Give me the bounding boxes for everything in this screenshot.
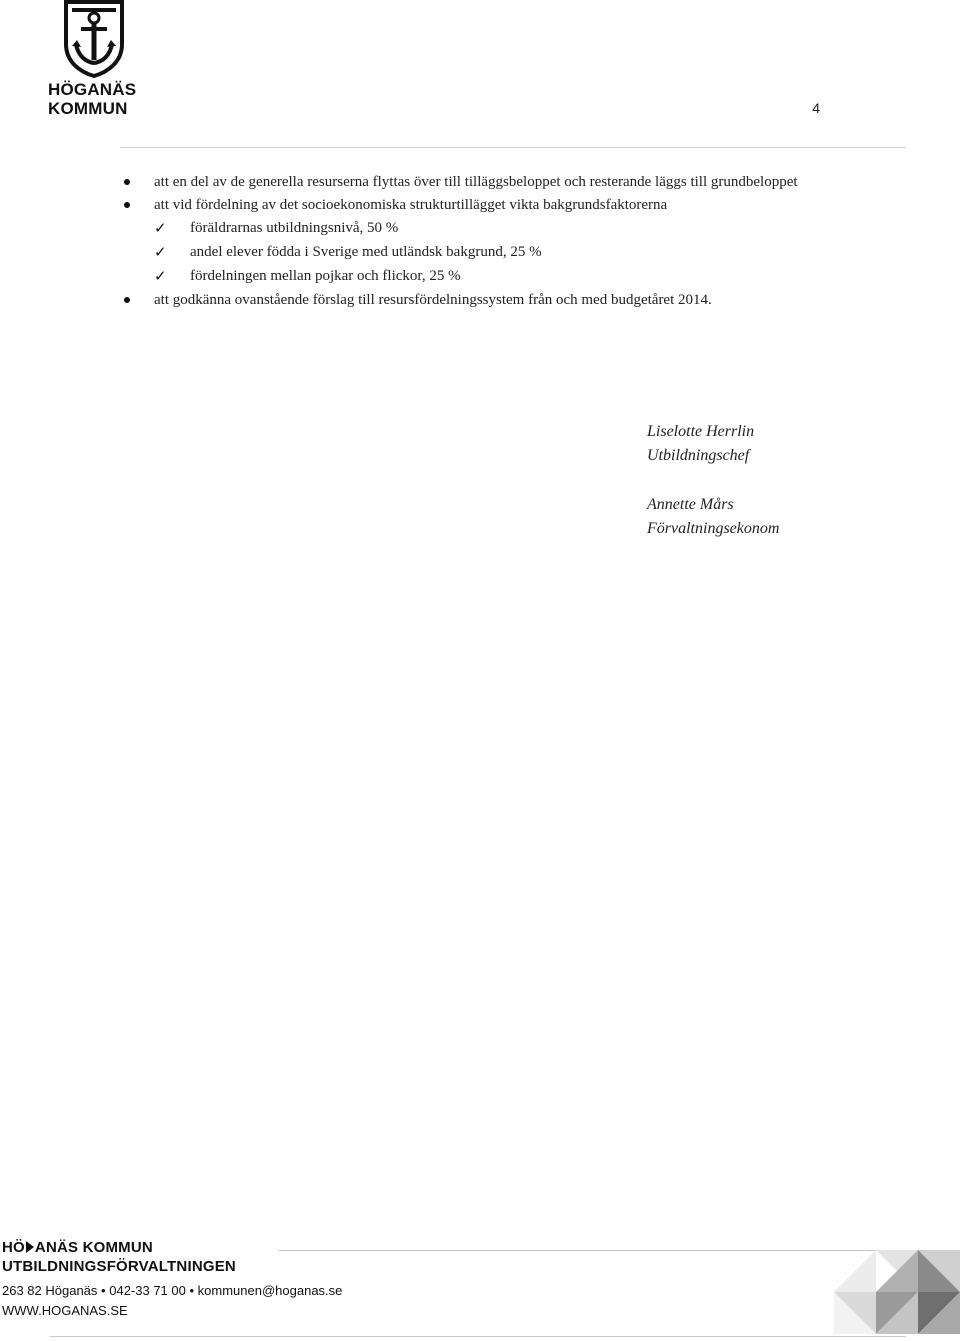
list-item-text: föräldrarnas utbildningsnivå, 50 %: [190, 220, 399, 236]
logo-line-1: HÖGANÄS: [48, 80, 137, 99]
footer-department: UTBILDNINGSFÖRVALTNINGEN: [2, 1258, 236, 1275]
checkmark-icon: ✓: [154, 267, 167, 285]
footer-postal: 263 82 Höganäs: [2, 1283, 98, 1298]
signatory-title: Utbildningschef: [647, 447, 750, 464]
logo-line-2: KOMMUN: [48, 99, 128, 118]
footer-separator: •: [189, 1283, 195, 1298]
footer-phone: 042-33 71 00: [109, 1283, 186, 1298]
list-item-text: fördelningen mellan pojkar och flickor, 25 %: [190, 268, 461, 284]
signatory-name: Annette Mårs: [647, 496, 734, 513]
diamond-pattern-graphic: [834, 1250, 960, 1338]
list-item-text: att godkänna ovanstående förslag till resursfördelningssystem från och med budgetåret 2014.: [154, 292, 712, 308]
signatory-name: Liselotte Herrlin: [647, 423, 755, 440]
footer-email[interactable]: kommunen@hoganas.se: [197, 1283, 343, 1298]
logo-wordmark: [48, 80, 140, 118]
page-number: 4: [812, 100, 820, 116]
list-item: [0, 172, 960, 192]
header-divider: [120, 147, 906, 148]
bullet-icon: [124, 297, 130, 303]
list-item-text: andel elever födda i Sverige med utländsk bakgrund, 25 %: [190, 244, 542, 260]
list-item: [0, 195, 960, 215]
anchor-shield-icon: [62, 0, 126, 78]
list-item-text: att vid fördelning av det socioekonomiska strukturtillägget vikta bakgrundsfaktorerna: [154, 197, 668, 213]
footer-org-part2: ANÄS KOMMUN: [34, 1239, 153, 1256]
footer-website[interactable]: WWW.HOGANAS.SE: [2, 1303, 128, 1318]
decision-list: [0, 172, 960, 313]
hoganas-logo: [48, 0, 140, 120]
page-footer: [0, 1236, 960, 1341]
bullet-icon: [124, 202, 130, 208]
signatory-title: Förvaltningsekonom: [647, 520, 780, 537]
footer-org-part1: HÖ: [2, 1239, 25, 1256]
checkmark-icon: ✓: [154, 243, 167, 261]
footer-divider: [278, 1250, 906, 1251]
triangle-icon: [26, 1241, 34, 1253]
list-item: [0, 242, 960, 262]
footer-organization: [2, 1238, 153, 1258]
list-item-text: att en del av de generella resurserna flyttas över till tilläggsbeloppet och resterande läggs till grundbeloppet: [154, 174, 798, 190]
list-item: [0, 290, 960, 310]
signature-block: [647, 493, 779, 541]
footer-bottom-divider: [50, 1336, 906, 1337]
list-item: [0, 218, 960, 238]
list-item: [0, 266, 960, 286]
bullet-icon: [124, 179, 130, 185]
footer-contact: [2, 1282, 342, 1300]
checkmark-icon: ✓: [154, 219, 167, 237]
footer-separator: •: [101, 1283, 106, 1298]
signature-block: [647, 420, 754, 468]
